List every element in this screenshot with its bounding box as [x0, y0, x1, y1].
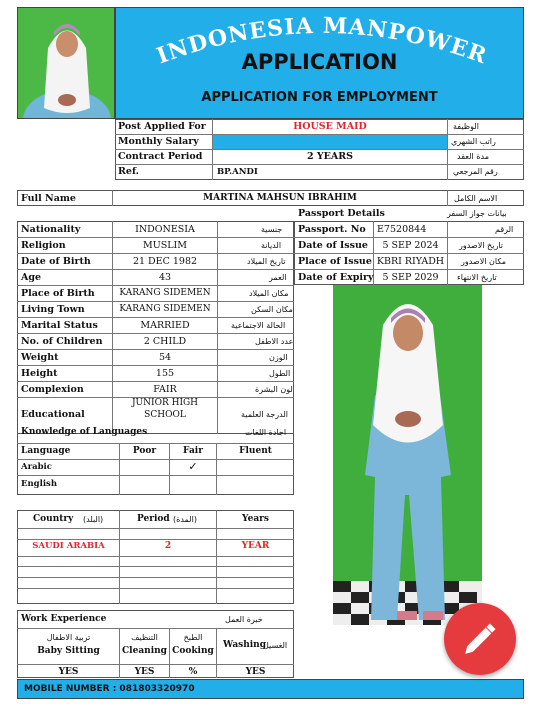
- pencil-icon: [444, 603, 516, 675]
- lang-col-poor: Poor: [132, 446, 157, 456]
- experience-abroad-table: [17, 510, 294, 604]
- weight-label: Weight: [21, 352, 59, 363]
- pob-value: KARANG SIDEMEN: [119, 288, 211, 298]
- lang-col-fair: Fair: [183, 446, 203, 456]
- wash-label: Washing: [223, 640, 267, 650]
- svg-text:INDONESIA MANPOWER: INDONESIA MANPOWER: [153, 12, 491, 69]
- salary-highlight: [213, 135, 447, 149]
- issue-place-ar: مكان الاصدور: [461, 257, 507, 266]
- ref-label: Ref.: [118, 166, 139, 177]
- fullname-value: MARTINA MAHSUN IBRAHIM: [203, 193, 357, 203]
- lang-arabic-fair-check: ✓: [188, 460, 198, 473]
- pob-ar: مكان الميلاد: [249, 289, 289, 298]
- marital-ar: الحالة الاجتماعية: [231, 321, 286, 330]
- ref-value: BP.ANDI: [217, 167, 258, 177]
- issue-date-value: 5 SEP 2024: [382, 240, 439, 251]
- passport-no-value: E7520844: [377, 224, 427, 235]
- complexion-label: Complexion: [21, 384, 84, 395]
- dob-value: 21 DEC 1982: [132, 256, 198, 267]
- passport-details-ar: بيانات جواز السفر: [447, 209, 507, 218]
- post-label: Post Applied For: [118, 121, 206, 132]
- lang-english: English: [21, 479, 58, 489]
- wash-value: YES: [245, 667, 266, 677]
- salary-label: Monthly Salary: [118, 136, 199, 147]
- education-value-line2: SCHOOL: [144, 410, 186, 420]
- clean-label: Cleaning: [122, 646, 167, 656]
- exp-col-period: Period: [137, 514, 170, 524]
- weight-ar: الوزن: [269, 353, 288, 362]
- children-ar: عدد الاطفل: [255, 337, 294, 346]
- living-town-label: Living Town: [21, 304, 85, 315]
- complexion-value: FAIR: [153, 384, 177, 395]
- exp-period-value: 2: [164, 541, 172, 551]
- education-ar: الدرجة العلمية: [241, 410, 288, 419]
- nationality-value: INDONESIA: [135, 224, 195, 235]
- passport-details-label: Passport Details: [298, 208, 385, 219]
- contract-value: 2 YEARS: [306, 151, 354, 162]
- wash-ar: الغسيل: [263, 641, 288, 650]
- post-value: HOUSE MAID: [293, 121, 367, 132]
- height-ar: الطول: [269, 369, 291, 378]
- weight-value: 54: [158, 352, 172, 363]
- expiry-ar: تاريخ الانتهاء: [457, 273, 497, 282]
- cook-ar: الطبخ: [183, 633, 203, 642]
- application-form: [17, 7, 524, 697]
- issue-place-value: KBRI RIYADH: [376, 256, 445, 267]
- age-value: 43: [158, 272, 172, 283]
- exp-col-country: Country: [33, 514, 74, 524]
- edit-fab-button[interactable]: [444, 603, 516, 675]
- exp-country-value: SAUDI ARABIA: [32, 541, 105, 551]
- children-value: 2 CHILD: [143, 336, 187, 347]
- issue-date-ar: تاريخ الاصدور: [459, 241, 503, 250]
- page-subtitle: APPLICATION FOR EMPLOYMENT: [201, 90, 438, 105]
- expiry-value: 5 SEP 2029: [382, 272, 439, 283]
- children-label: No. of Children: [21, 336, 103, 347]
- dob-ar: تاريخ الميلاد: [247, 257, 286, 266]
- page-title: APPLICATION: [241, 50, 398, 74]
- pob-label: Place of Birth: [21, 288, 95, 299]
- education-value-line1: JUNIOR HIGH: [131, 398, 199, 408]
- fullname-ar: الاسم الكامل: [454, 194, 498, 203]
- expiry-label: Date of Expiry: [298, 272, 374, 283]
- age-label: Age: [21, 272, 42, 283]
- clean-value: YES: [134, 667, 155, 677]
- baby-label: Baby Sitting: [37, 646, 100, 656]
- work-label: Work Experience: [21, 614, 107, 624]
- applicant-photo-full: [333, 285, 482, 625]
- fullname-label: Full Name: [21, 193, 76, 204]
- marital-value: MARRIED: [140, 320, 190, 331]
- education-label: Educational: [21, 409, 85, 420]
- religion-label: Religion: [21, 240, 66, 251]
- lang-col-fluent: Fluent: [239, 446, 272, 456]
- living-town-value: KARANG SIDEMEN: [119, 304, 211, 314]
- height-value: 155: [155, 368, 175, 379]
- ref-ar: رقم المرجعي: [453, 167, 498, 176]
- living-town-ar: مكان السكن: [251, 305, 293, 314]
- mobile-number: MOBILE NUMBER : 081803320970: [24, 684, 195, 694]
- cook-value: %: [188, 667, 198, 677]
- exp-col-country-ar: (البلد): [83, 515, 104, 524]
- baby-value: YES: [58, 667, 79, 677]
- work-label-ar: خبرة العمل: [225, 615, 263, 624]
- nationality-ar: جنسية: [261, 225, 283, 234]
- languages-title: Knowledge of Languages: [21, 427, 148, 437]
- height-label: Height: [21, 368, 58, 379]
- exp-years-value: YEAR: [241, 541, 270, 551]
- religion-ar: الديانة: [261, 241, 282, 250]
- nationality-label: Nationality: [21, 224, 81, 235]
- exp-col-years: Years: [241, 514, 269, 524]
- dob-label: Date of Birth: [21, 256, 91, 267]
- post-ar: الوظيفة: [453, 122, 479, 131]
- lang-arabic: Arabic: [21, 462, 52, 472]
- issue-date-label: Date of Issue: [298, 240, 368, 251]
- contract-ar: مدة العقد: [457, 152, 489, 161]
- baby-ar: تربية الاطفال: [46, 633, 91, 642]
- contract-label: Contract Period: [118, 151, 203, 162]
- cook-label: Cooking: [172, 646, 214, 656]
- religion-value: MUSLIM: [142, 240, 188, 251]
- languages-title-ar: اجادة اللغات: [245, 428, 287, 437]
- issue-place-label: Place of Issue: [298, 256, 372, 267]
- mobile-number-bar: [17, 679, 524, 699]
- clean-ar: التنظيف: [131, 633, 158, 642]
- applicant-photo-small: [17, 7, 115, 119]
- exp-col-period-ar: (المدة): [173, 515, 197, 524]
- lang-col-language: Language: [21, 446, 71, 456]
- complexion-ar: لون البشرة: [255, 385, 293, 394]
- passport-no-label: Passport. No: [298, 224, 366, 235]
- age-ar: العمر: [269, 273, 287, 282]
- salary-ar: راتب الشهري: [451, 137, 496, 146]
- marital-label: Marital Status: [21, 320, 98, 331]
- passport-no-ar: الرقم: [495, 225, 514, 234]
